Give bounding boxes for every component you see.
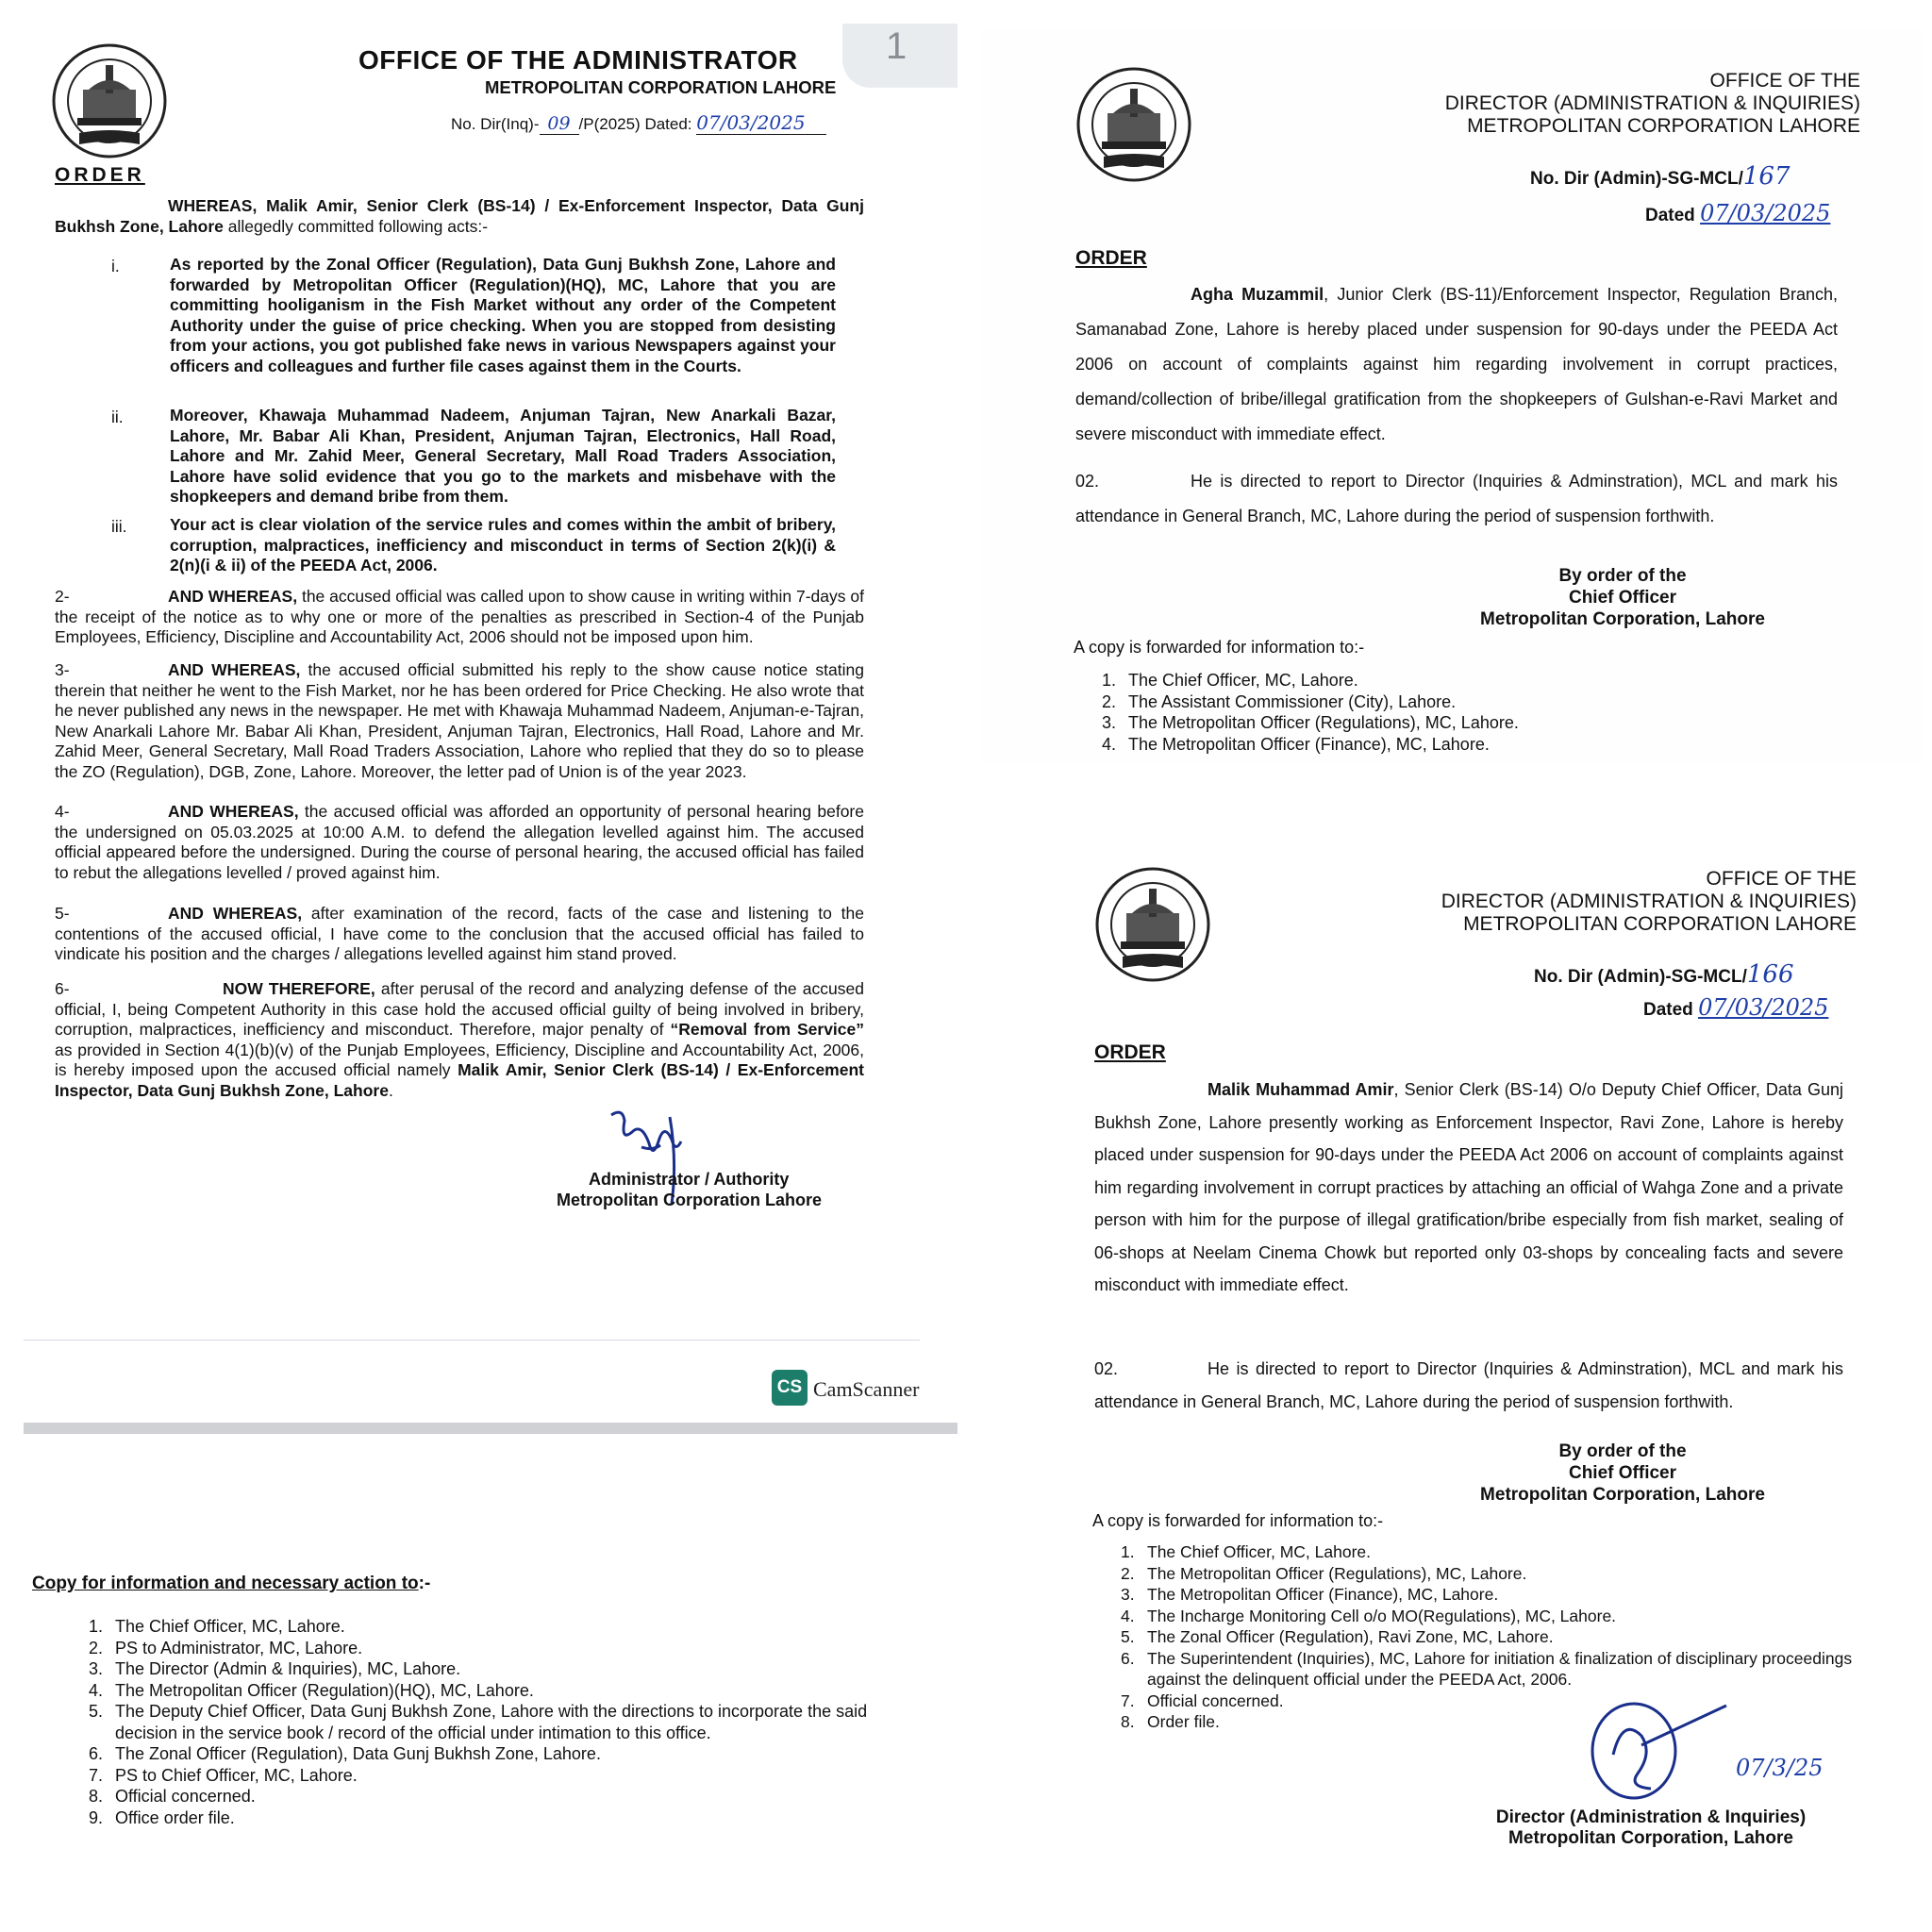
by-order-3: Metropolitan Corporation, Lahore xyxy=(1480,1485,1765,1505)
signature-date: 07/3/25 xyxy=(1736,1755,1824,1781)
reference-label: No. Dir (Admin)-SG-MCL/ xyxy=(1530,169,1743,189)
list-item: 5. The Zonal Officer (Regulation), Ravi Zone, MC, Lahore. xyxy=(1121,1627,1554,1646)
whereas-tail: allegedly committed following acts:- xyxy=(223,216,489,236)
paragraph-5 xyxy=(55,904,864,965)
penalty-text: “Removal from Service” xyxy=(670,1020,865,1039)
dated-value: 07/03/2025 xyxy=(1700,200,1831,226)
camscanner-logo: CS xyxy=(772,1370,808,1406)
official-name: Malik Muhammad Amir xyxy=(1208,1080,1394,1099)
para-text: the accused official was afforded an opportunity of personal hearing before the undersigned on 05.03.2025 at 10:00 A.M. to defend the allegation levelled against him. The accused official appeared before the undersigned. During the course of personal hearing, the accused official has failed to rebut the allegations levelled / proved against him. xyxy=(55,802,864,882)
list-item: 4. The Metropolitan Officer (Regulation)(HQ), MC, Lahore. xyxy=(89,1680,534,1700)
copy-heading: A copy is forwarded for information to:- xyxy=(1074,638,1365,657)
by-order-1: By order of the xyxy=(1558,1441,1687,1461)
dated-label: Dated xyxy=(1643,1000,1693,1020)
whereas-lead: WHEREAS, Malik Amir, Senior Clerk (BS-14) / Ex-Enforcement Inspector, Data Gunj Bukhsh Zone, Lahore xyxy=(55,196,864,236)
paragraph-3 xyxy=(55,660,864,782)
reference-mid: /P(2025) Dated: xyxy=(578,115,692,133)
list-item: 8. Order file. xyxy=(1121,1712,1220,1731)
para-text: the accused official was called upon to show cause in writing within 7-days of the receipt of the notice as to why one or more of the penalties as prescribed in Section-4 of the Punjab Employees, Efficiency, Discipline and Accountability Act, 2006 should not be imposed upon him. xyxy=(55,587,864,646)
office-line-2: DIRECTOR (ADMINISTRATION & INQUIRIES) xyxy=(1444,92,1860,114)
allegation-item-text: Moreover, Khawaja Muhammad Nadeem, Anjuman Tajran, New Anarkali Bazar, Lahore, Mr. Babar Ali Khan, President, Anjuman Tajran, Electronics, Hall Road, Lahore and Mr. Zahid Meer, General Secretary, Mall Road Traders Association, Lahore have solid evidence that you go to the markets and misbehave with the shopkeepers and demand bribe from them. xyxy=(170,406,836,506)
metropolitan-corporation-seal xyxy=(1094,866,1211,987)
allegation-item-num: ii. xyxy=(111,408,124,426)
list-item: 3. The Metropolitan Officer (Regulations), MC, Lahore. xyxy=(1102,713,1519,732)
list-item: 1. The Chief Officer, MC, Lahore. xyxy=(89,1617,345,1636)
list-item: 4. The Incharge Monitoring Cell o/o MO(Regulations), MC, Lahore. xyxy=(1121,1606,1617,1625)
list-item: 2. PS to Administrator, MC, Lahore. xyxy=(89,1638,363,1657)
left-document xyxy=(0,0,958,1932)
administrator-title: Administrator / Authority xyxy=(589,1170,790,1189)
para-lead: AND WHEREAS, xyxy=(168,904,303,923)
order-text: , Senior Clerk (BS-14) O/o Deputy Chief Officer, Data Gunj Bukhsh Zone, Lahore presently working as Enforcement Inspector, Ravi Zone, Lahore is hereby placed under suspension for 90-days under the PEEDA Act 2006 on account of complaints against him regarding involvement in corrupt practices by attaching an official of Wahga Zone and a private person with him for the purpose of illegal gratification/bribe especially from fish market, sealing of 06-shops at Neelam Cinema Chowk but reported only 03-shops by concealing facts and severe misconduct with immediate effect. xyxy=(1094,1080,1843,1294)
allegation-item-num: i. xyxy=(111,257,120,275)
order-text: He is directed to report to Director (Inquiries & Adminstration), MCL and mark his attendance in General Branch, MC, Lahore during the period of suspension forthwith. xyxy=(1075,472,1838,525)
para-number: 02. xyxy=(1075,472,1100,491)
para-number: 4- xyxy=(55,802,70,821)
dated-value: 07/03/2025 xyxy=(1698,994,1829,1021)
director-org: Metropolitan Corporation, Lahore xyxy=(1508,1828,1793,1848)
para-number: 6- xyxy=(55,979,70,998)
official-name: Agha Muzammil xyxy=(1191,285,1324,304)
list-item: 2. The Assistant Commissioner (City), Lahore. xyxy=(1102,691,1457,711)
para-text: the accused official submitted his reply to the show cause notice stating therein that neither he went to the Fish Market, nor he has been ordered for Price Checking. He also wrote that he never published any news in the newspaper. He met with Khawaja Muhammad Nadeem, Anjuman-e-Tajran, New Anarkali Lahore Mr. Babar Ali Khan, President, Anjuman Tajran, Electronics, Hall Road, Lahore and Mr. Zahid Meer, General Secretary, Mall Road Traders Association, Lahore who replied that they do so to please the ZO (Regulation), DGB, Zone, Lahore. Moreover, the letter pad of Union is of the year 2023. xyxy=(55,660,864,781)
page-break-bar xyxy=(24,1423,958,1434)
office-line-2: DIRECTOR (ADMINISTRATION & INQUIRIES) xyxy=(1441,891,1857,912)
office-line-3: METROPOLITAN CORPORATION LAHORE xyxy=(1463,913,1857,935)
paragraph-4 xyxy=(55,802,864,883)
para-number: 5- xyxy=(55,904,70,923)
order-heading: ORDER xyxy=(1094,1041,1166,1063)
allegation-item-num: iii. xyxy=(111,517,127,536)
para-lead: AND WHEREAS, xyxy=(168,660,301,679)
para-lead: AND WHEREAS, xyxy=(168,802,299,821)
reference-number: 09 xyxy=(540,113,579,135)
allegation-item-text: Your act is clear violation of the service rules and comes within the ambit of bribery, corruption, malpractices, inefficiency and misconduct in terms of Section 2(k)(i) & 2(n)(i & ii) of the PEEDA Act, 2006. xyxy=(170,515,836,575)
list-item: 3. The Director (Admin & Inquiries), MC, Lahore. xyxy=(89,1659,461,1678)
order-heading: ORDER xyxy=(1075,247,1147,269)
administrator-org: Metropolitan Corporation Lahore xyxy=(557,1191,822,1209)
office-title: OFFICE OF THE ADMINISTRATOR xyxy=(358,45,798,75)
list-item: 5. The Deputy Chief Officer, Data Gunj Bukhsh Zone, Lahore with the directions to incorporate the said decision in the service book / record of the official under intimation to this office. xyxy=(89,1702,868,1742)
order-heading: ORDER xyxy=(55,164,145,186)
dated-line xyxy=(1645,200,1830,226)
list-item: 1. The Chief Officer, MC, Lahore. xyxy=(1102,671,1358,690)
office-line-1: OFFICE OF THE xyxy=(1706,868,1857,890)
reference-prefix: No. Dir(Inq)- xyxy=(451,115,540,133)
allegation-item-text: As reported by the Zonal Officer (Regulation), Data Gunj Bukhsh Zone, Lahore and forwarded by Metropolitan Officer (Regulation)(HQ), MC, Lahore that you are committing hooliganism in the Fish Market without any order of the Competent Authority under the guise of price checking. When you are stopped from desisting from your actions, you got published fake news in various Newspapers against your officers and colleagues and further file cases against them in the Courts. xyxy=(170,255,836,375)
copy-list xyxy=(89,1616,891,1828)
office-subtitle: METROPOLITAN CORPORATION LAHORE xyxy=(485,77,837,97)
right-bottom-document xyxy=(981,830,1924,1924)
reference-number: 166 xyxy=(1746,960,1794,989)
paragraph-2 xyxy=(55,587,864,648)
para-text: after perusal of the record and analyzing defense of the accused official, I, being Competent Authority in this case hold the accused official guilty of being involved in bribery, corruption, malpractices, inefficiency and misconduct. Therefore, major penalty of xyxy=(55,979,864,1039)
order-text: , Junior Clerk (BS-11)/Enforcement Inspector, Regulation Branch, Samanabad Zone, Lahore is hereby placed under suspension for 90-days under the PEEDA Act 2006 on account of complaints against him regarding involvement in corrupt practices, demand/collection of bribe/illegal gratification from the shopkeepers of Gulshan-e-Ravi Market and severe misconduct with immediate effect. xyxy=(1075,285,1838,443)
list-item: 6. The Zonal Officer (Regulation), Data Gunj Bukhsh Zone, Lahore. xyxy=(89,1744,601,1763)
reference-number: 167 xyxy=(1742,162,1790,191)
order-paragraph-2 xyxy=(1075,464,1838,534)
list-item: 3. The Metropolitan Officer (Finance), MC, Lahore. xyxy=(1121,1585,1499,1604)
accused-name: Malik Amir, Senior Clerk (BS-14) / Ex-Enforcement Inspector, Data Gunj Bukhsh Zone, Lahore xyxy=(55,1060,864,1100)
copy-heading-text: Copy for information and necessary action to xyxy=(32,1574,419,1593)
para-text: after examination of the record, facts of the case and listening to the contentions of the accused official, I have come to the conclusion that the accused official has failed to vindicate his position and the charges / allegations levelled against him stand proved. xyxy=(55,904,864,963)
by-order-1: By order of the xyxy=(1558,566,1687,586)
metropolitan-corporation-seal xyxy=(1075,66,1192,187)
metropolitan-corporation-seal xyxy=(51,42,168,163)
list-item: 9. Office order file. xyxy=(89,1807,235,1827)
reference-line xyxy=(451,111,826,135)
para-number: 3- xyxy=(55,660,70,679)
office-line-3: METROPOLITAN CORPORATION LAHORE xyxy=(1467,115,1860,137)
para-lead: NOW THEREFORE, xyxy=(223,979,375,998)
order-paragraph-2 xyxy=(1094,1353,1843,1418)
camscanner-label: CamScanner xyxy=(813,1377,920,1401)
office-line-1: OFFICE OF THE xyxy=(1709,70,1860,92)
copy-list xyxy=(1102,670,1668,755)
list-item: 7. PS to Chief Officer, MC, Lahore. xyxy=(89,1765,358,1785)
para-lead: AND WHEREAS, xyxy=(168,587,298,606)
page-number: 1 xyxy=(886,25,908,67)
director-signature xyxy=(1585,1698,1736,1802)
page-number-badge xyxy=(842,24,958,88)
reference-line xyxy=(1530,162,1790,191)
by-order-2: Chief Officer xyxy=(1568,588,1677,608)
list-item: 6. The Superintendent (Inquiries), MC, Lahore for initiation & finalization of disciplinary proceedings against the delinquent official under the PEEDA Act, 2006. xyxy=(1121,1648,1853,1689)
paragraph-6: 6- NOW THEREFORE, after perusal of the record and analyzing defense of the accused official, I, being Competent Authority in this case hold the accused official guilty of being involved in bribery, corruption, malpractices, inefficiency and misconduct. Therefore, major penalty of “Removal from Service” as provided in Section 4(1)(b)(v) of the Punjab Employees, Efficiency, Discipline and Accountability Act, 2006, is hereby imposed upon the accused official namely Malik Amir, Senior Clerk (BS-14) / Ex-Enforcement Inspector, Data Gunj Bukhsh Zone, Lahore. xyxy=(55,979,865,1100)
para-number: 2- xyxy=(55,587,70,606)
reference-line xyxy=(1534,960,1794,989)
by-order-2: Chief Officer xyxy=(1568,1463,1677,1483)
right-top-document xyxy=(981,28,1924,764)
whereas-paragraph xyxy=(55,196,864,237)
divider-line xyxy=(24,1340,920,1341)
copy-heading: Copy for information and necessary action to:- xyxy=(32,1574,431,1593)
copy-list xyxy=(1121,1541,1857,1733)
reference-date: 07/03/2025 xyxy=(696,111,826,135)
list-item: 7. Official concerned. xyxy=(1121,1690,1284,1710)
director-title: Director (Administration & Inquiries) xyxy=(1495,1807,1807,1827)
order-paragraph-1 xyxy=(1094,1074,1843,1302)
order-paragraph-1 xyxy=(1075,277,1838,452)
list-item: 4. The Metropolitan Officer (Finance), MC, Lahore. xyxy=(1102,734,1490,754)
list-item: 2. The Metropolitan Officer (Regulations), MC, Lahore. xyxy=(1121,1563,1527,1583)
order-text: He is directed to report to Director (Inquiries & Adminstration), MCL and mark his attendance in General Branch, MC, Lahore during the period of suspension forthwith. xyxy=(1094,1359,1843,1411)
para-number: 02. xyxy=(1094,1359,1119,1378)
reference-label: No. Dir (Admin)-SG-MCL/ xyxy=(1534,967,1747,987)
dated-label: Dated xyxy=(1645,206,1695,225)
para-text: as provided in Section 4(1)(b)(v) of the Punjab Employees, Efficiency, Discipline and Accountability Act, 2006, is hereby imposed upon the accused official namely xyxy=(55,1040,864,1079)
copy-heading: A copy is forwarded for information to:- xyxy=(1092,1511,1384,1530)
list-item: 8. Official concerned. xyxy=(89,1787,256,1806)
list-item: 1. The Chief Officer, MC, Lahore. xyxy=(1121,1542,1372,1561)
dated-line xyxy=(1643,994,1828,1021)
by-order-3: Metropolitan Corporation, Lahore xyxy=(1480,609,1765,629)
